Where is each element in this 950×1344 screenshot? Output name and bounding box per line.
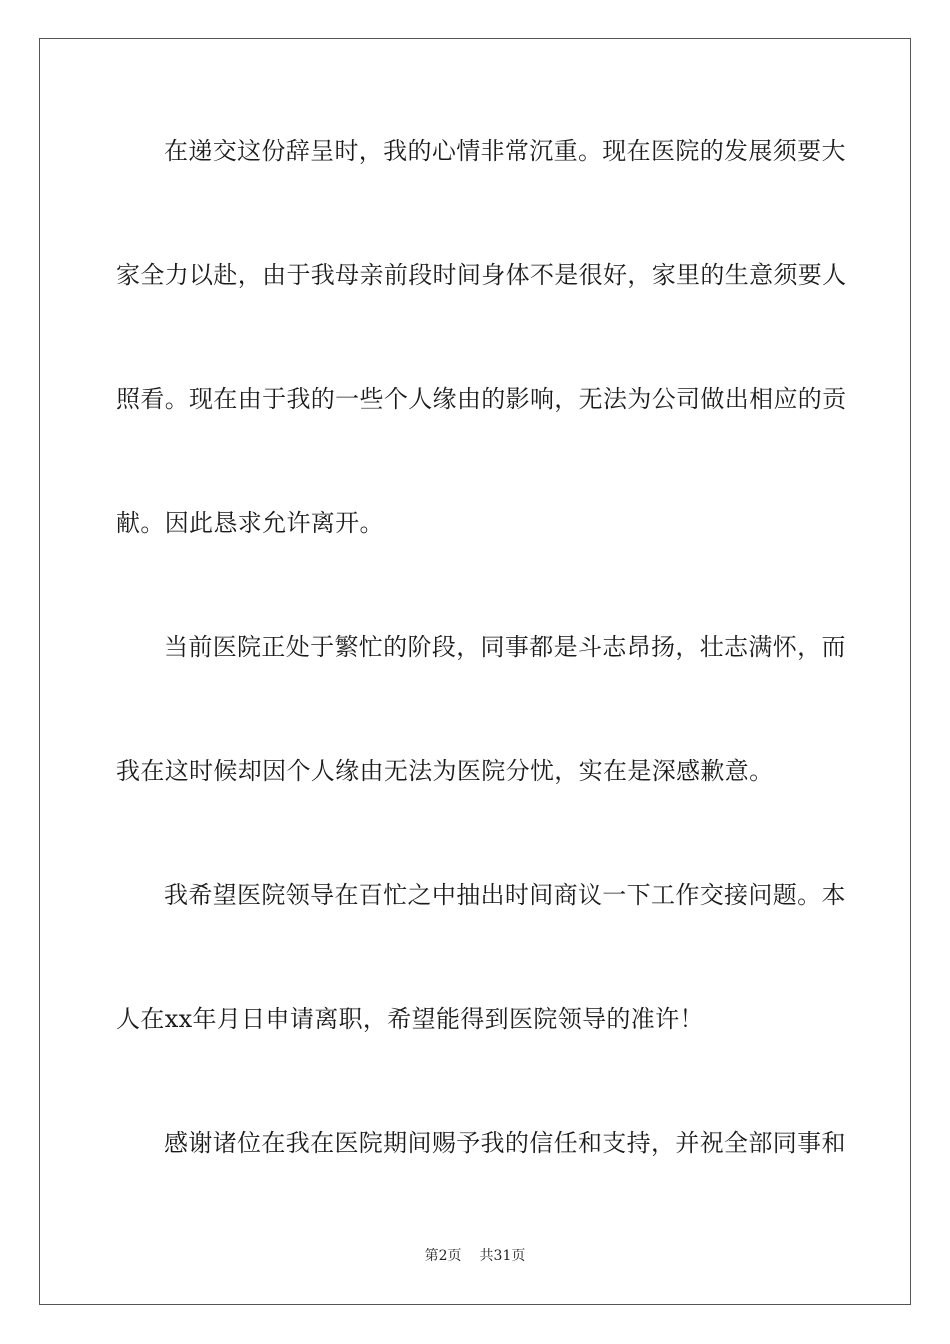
page-frame xyxy=(39,38,911,1305)
paragraph-1-line-4: 献。因此恳求允许离开。 xyxy=(116,509,384,537)
paragraph-4-line-1: 感谢诸位在我在医院期间赐予我的信任和支持，并祝全部同事和 xyxy=(164,1129,846,1157)
page-number: 第2页 xyxy=(424,1248,462,1264)
paragraph-3-line-1: 我希望医院领导在百忙之中抽出时间商议一下工作交接问题。本 xyxy=(164,881,846,909)
page-total: 共31页 xyxy=(479,1248,526,1264)
paragraph-2-line-1: 当前医院正处于繁忙的阶段，同事都是斗志昂扬，壮志满怀，而 xyxy=(164,633,846,661)
paragraph-3-line-2: 人在xx年月日申请离职，希望能得到医院领导的准许！ xyxy=(116,1005,704,1033)
paragraph-1-line-1: 在递交这份辞呈时，我的心情非常沉重。现在医院的发展须要大 xyxy=(164,137,846,165)
paragraph-1-line-2: 家全力以赴，由于我母亲前段时间身体不是很好，家里的生意须要人 xyxy=(116,261,847,289)
paragraph-2-line-2: 我在这时候却因个人缘由无法为医院分忧，实在是深感歉意。 xyxy=(116,757,774,785)
paragraph-1-line-3: 照看。现在由于我的一些个人缘由的影响，无法为公司做出相应的贡 xyxy=(116,385,847,413)
page-footer xyxy=(0,1247,950,1265)
